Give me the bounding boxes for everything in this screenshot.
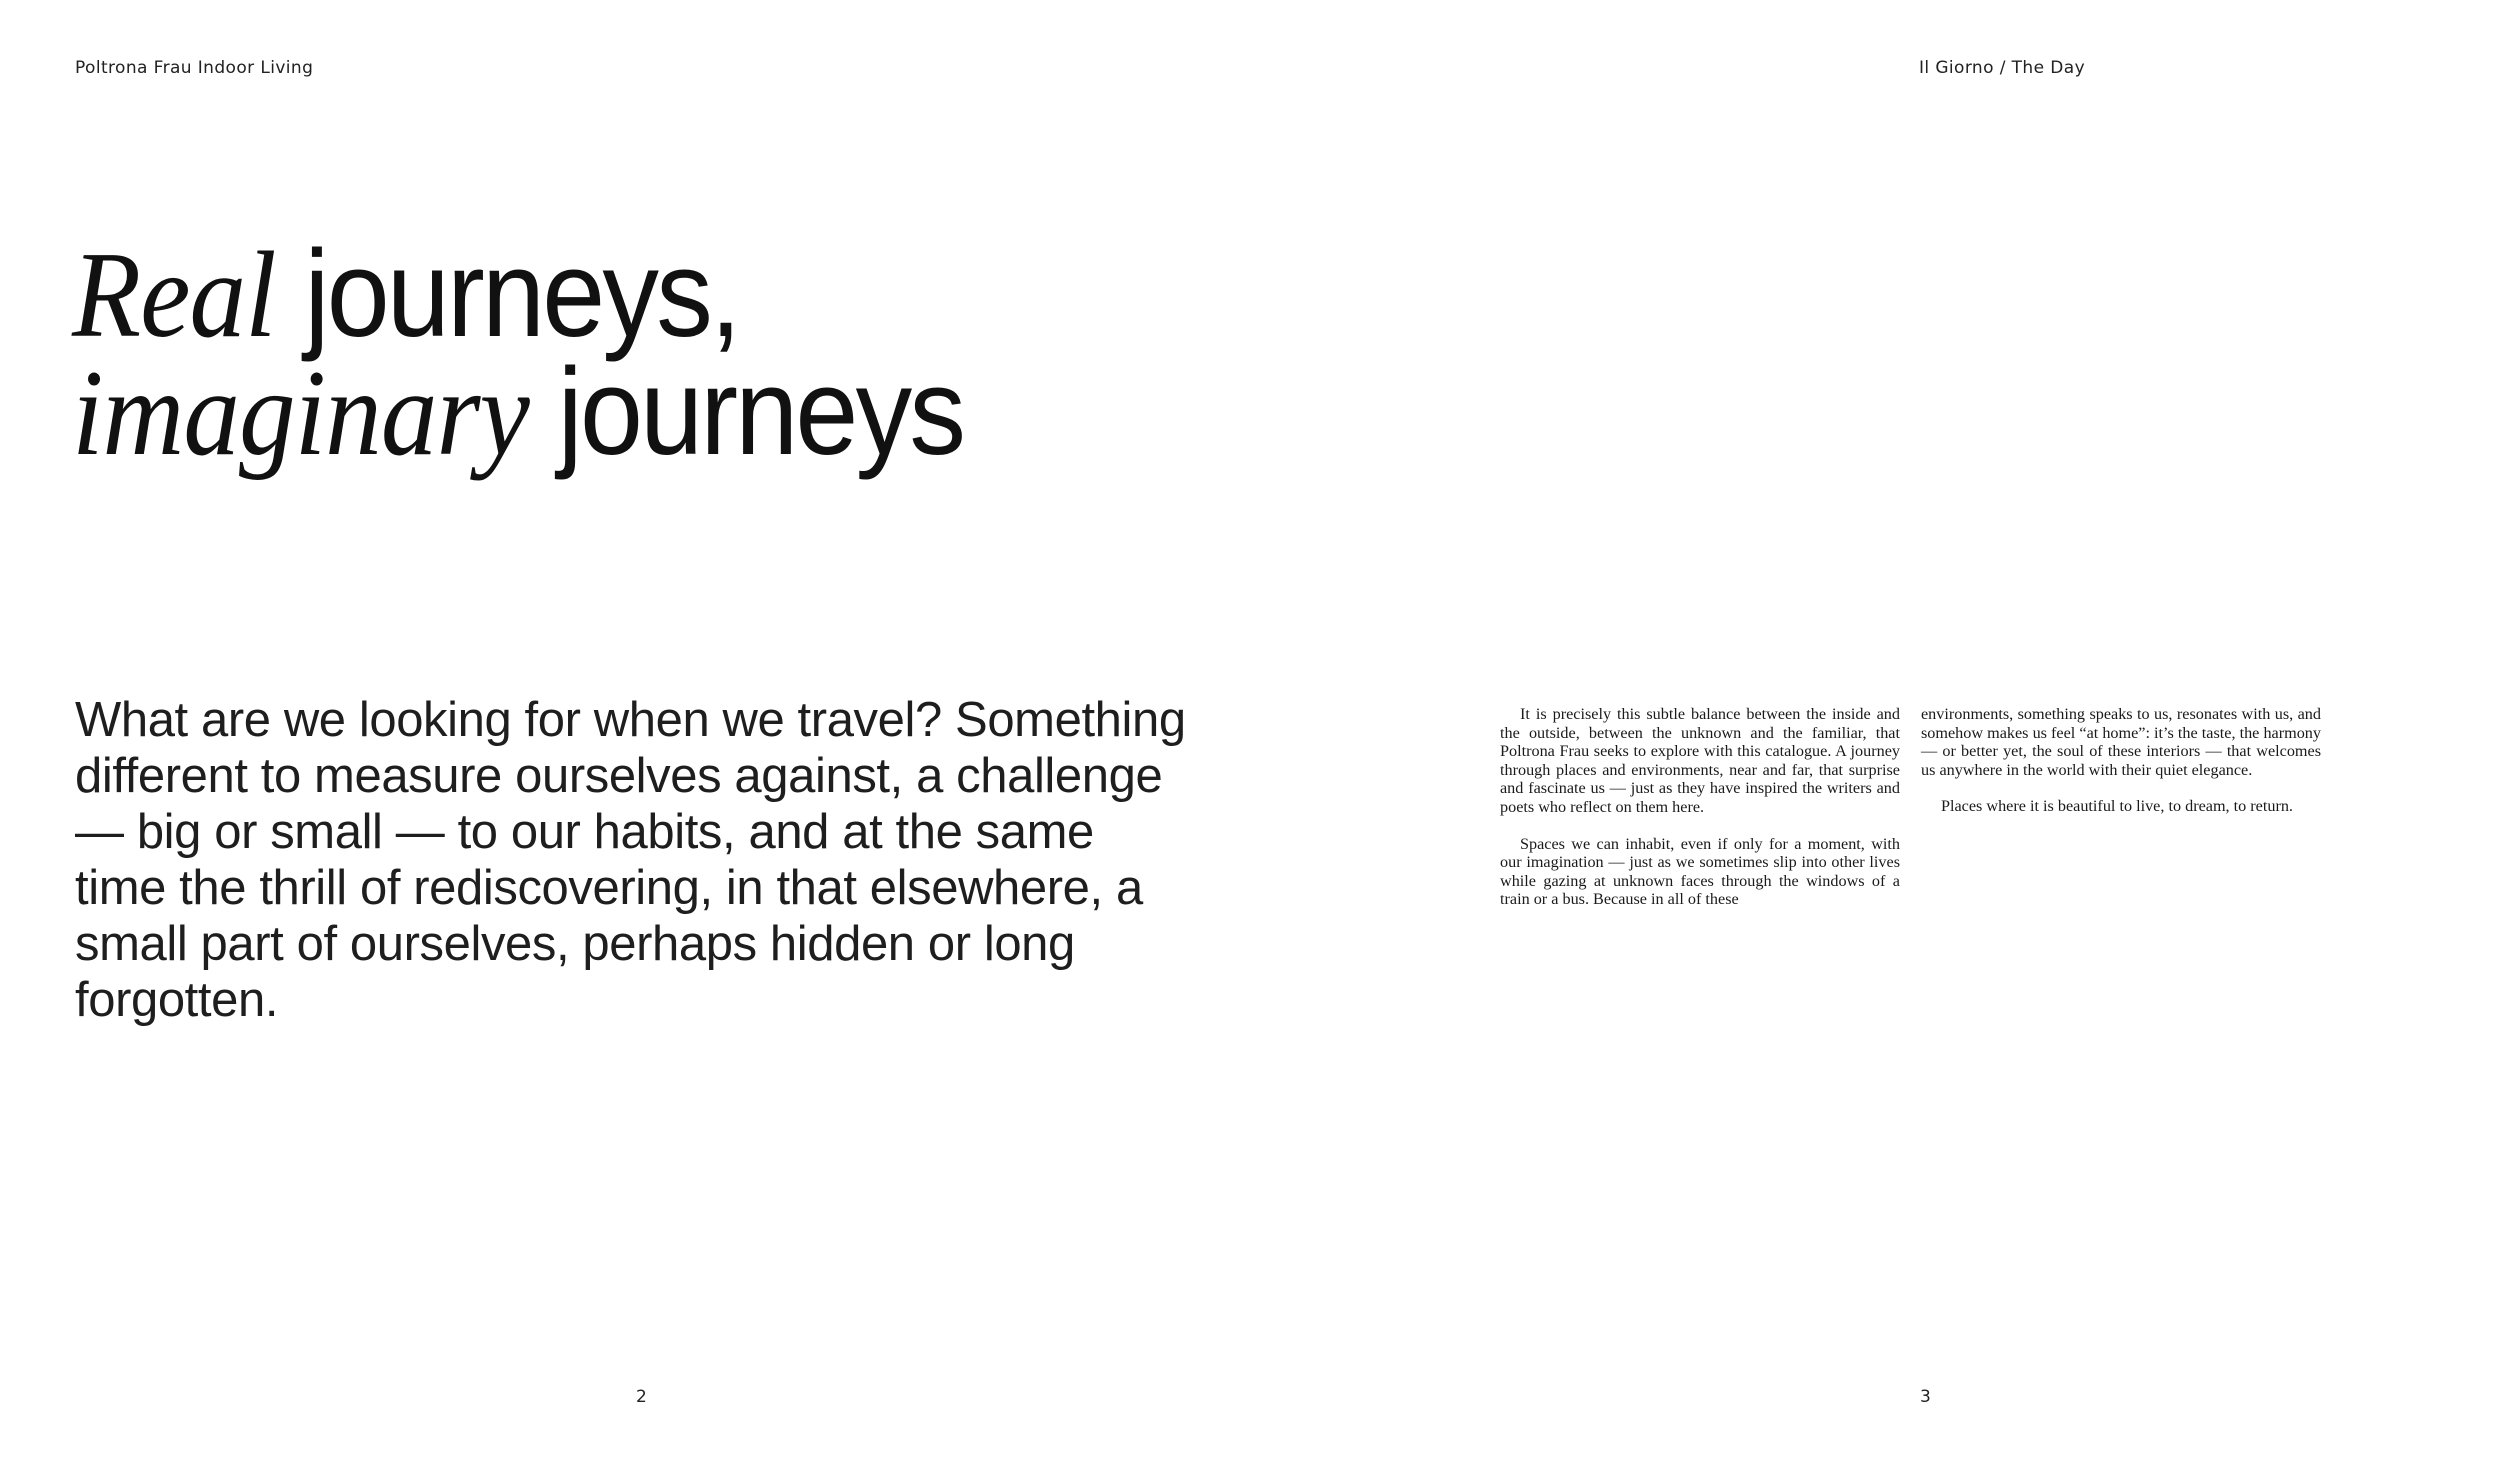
headline-line-2: [72, 344, 964, 481]
page-number-right: 3: [1920, 1387, 1931, 1407]
running-head-right: Il Giorno / The Day: [1919, 58, 2086, 78]
body-column-left: [1500, 705, 1900, 927]
page-number-left: 2: [636, 1387, 647, 1407]
body-paragraph: environments, something speaks to us, resonates with us, and somehow makes us feel “at home”: it’s the taste, the harmony — or better yet, the soul of these interiors — that welcomes us anywhere in the world with their quiet elegance.: [1921, 705, 2321, 779]
body-column-right: [1921, 705, 2321, 834]
body-paragraph: Spaces we can inhabit, even if only for a moment, with our imagination — just as we sometimes slip into other lives while gazing at unknown faces through the windows of a train or a bus. Because in all of these: [1500, 834, 1900, 909]
headline-text-journeys-1: journeys,: [275, 226, 739, 363]
headline: [72, 226, 964, 481]
body-paragraph: Places where it is beautiful to live, to dream, to return.: [1941, 797, 2293, 816]
headline-italic-real: Real: [72, 226, 276, 363]
running-head-left: Poltrona Frau Indoor Living: [75, 58, 314, 78]
headline-line-1: [72, 226, 963, 363]
lede-paragraph: What are we looking for when we travel? Something different to measure ourselves against, a challenge — big or small — to our habits, and at the same time the thrill of rediscovering, in that elsewhere, a small part of ourselves, perhaps hidden or long forgotten.: [75, 693, 1186, 1027]
headline-text-journeys-2: journeys: [528, 344, 964, 481]
body-paragraph: It is precisely this subtle balance between the inside and the outside, between the unknown and the familiar, that Poltrona Frau seeks to explore with this catalogue. A journey through places and environments, near and far, that surprise and fascinate us — just as they have inspired the writers and poets who reflect on them here.: [1500, 705, 1900, 816]
headline-italic-imaginary: imaginary: [72, 344, 529, 481]
